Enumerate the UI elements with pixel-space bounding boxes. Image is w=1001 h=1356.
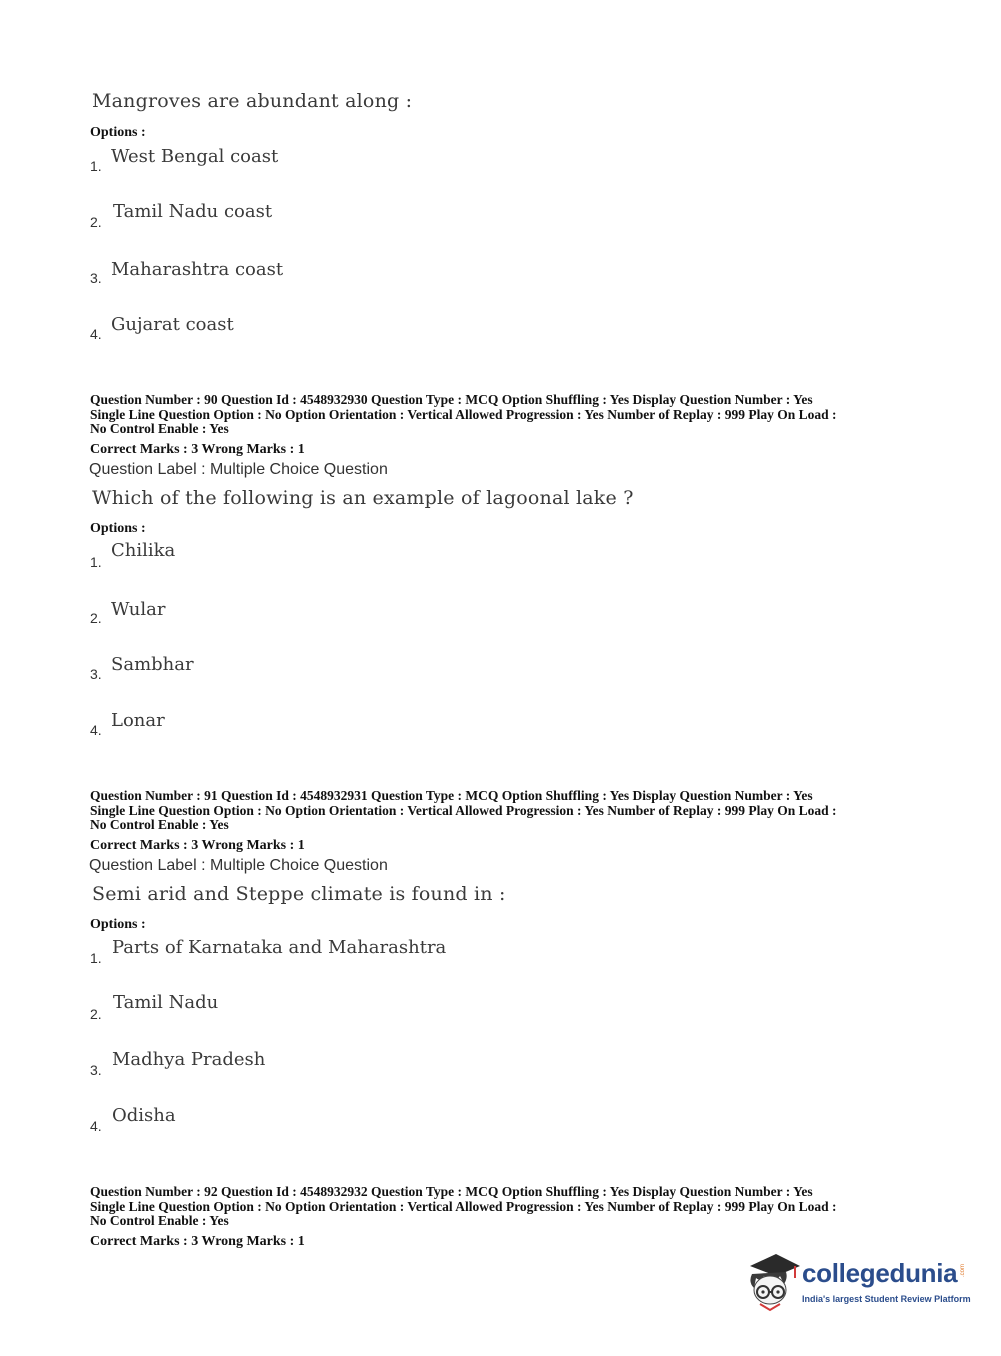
- options-label: Options :: [90, 125, 146, 140]
- question-meta: Question Number : 90 Question Id : 4548932930 Question Type : MCQ Option Shuffling : Yes Display Question Number : Yes Single Line Question Option : No Option Orientation : Vertical Allowed Progression : Yes Number of Replay : 999 Play On Load : No Control Enable : Yes: [90, 392, 837, 436]
- option-number: 2.: [90, 1006, 102, 1022]
- logo-com: .com: [960, 1264, 966, 1278]
- question-text: Semi arid and Steppe climate is found in :: [92, 883, 506, 905]
- collegedunia-logo: [742, 1252, 972, 1316]
- question-meta: Question Number : 91 Question Id : 4548932931 Question Type : MCQ Option Shuffling : Yes Display Question Number : Yes Single Line Question Option : No Option Orientation : Vertical Allowed Progression : Yes Number of Replay : 999 Play On Load : No Control Enable : Yes: [90, 788, 837, 832]
- option-text: Gujarat coast: [111, 314, 234, 335]
- question-marks: Correct Marks : 3 Wrong Marks : 1: [90, 1234, 305, 1249]
- option-text: Wular: [111, 599, 166, 620]
- option-number: 3.: [90, 270, 102, 286]
- option-text: West Bengal coast: [111, 146, 279, 167]
- option-text: Chilika: [111, 540, 176, 561]
- logo-tagline: India's largest Student Review Platform: [802, 1294, 971, 1304]
- option-number: 2.: [90, 214, 102, 230]
- option-number: 1.: [90, 554, 102, 570]
- option-text: Maharashtra coast: [111, 259, 284, 280]
- option-number: 1.: [90, 950, 102, 966]
- question-text: Which of the following is an example of lagoonal lake ?: [92, 487, 634, 509]
- question-meta: Question Number : 92 Question Id : 4548932932 Question Type : MCQ Option Shuffling : Yes Display Question Number : Yes Single Line Question Option : No Option Orientation : Vertical Allowed Progression : Yes Number of Replay : 999 Play On Load : No Control Enable : Yes: [90, 1184, 837, 1228]
- option-text: Tamil Nadu coast: [113, 201, 273, 222]
- option-text: Lonar: [111, 710, 165, 731]
- option-number: 4.: [90, 326, 102, 342]
- options-label: Options :: [90, 521, 146, 536]
- question-label: Question Label : Multiple Choice Question: [89, 461, 388, 478]
- question-label: Question Label : Multiple Choice Question: [89, 857, 388, 874]
- option-text: Tamil Nadu: [113, 992, 219, 1013]
- option-number: 3.: [90, 666, 102, 682]
- student-mascot-icon: [742, 1252, 802, 1312]
- option-number: 4.: [90, 722, 102, 738]
- option-text: Sambhar: [111, 654, 194, 675]
- question-marks: Correct Marks : 3 Wrong Marks : 1: [90, 442, 305, 457]
- option-number: 1.: [90, 158, 102, 174]
- question-marks: Correct Marks : 3 Wrong Marks : 1: [90, 838, 305, 853]
- option-number: 3.: [90, 1062, 102, 1078]
- option-text: Parts of Karnataka and Maharashtra: [112, 937, 447, 958]
- option-text: Odisha: [112, 1105, 176, 1126]
- question-text: Mangroves are abundant along :: [92, 90, 413, 112]
- option-text: Madhya Pradesh: [112, 1049, 266, 1070]
- logo-name: collegedunia: [802, 1258, 958, 1288]
- option-number: 2.: [90, 610, 102, 626]
- option-number: 4.: [90, 1118, 102, 1134]
- options-label: Options :: [90, 917, 146, 932]
